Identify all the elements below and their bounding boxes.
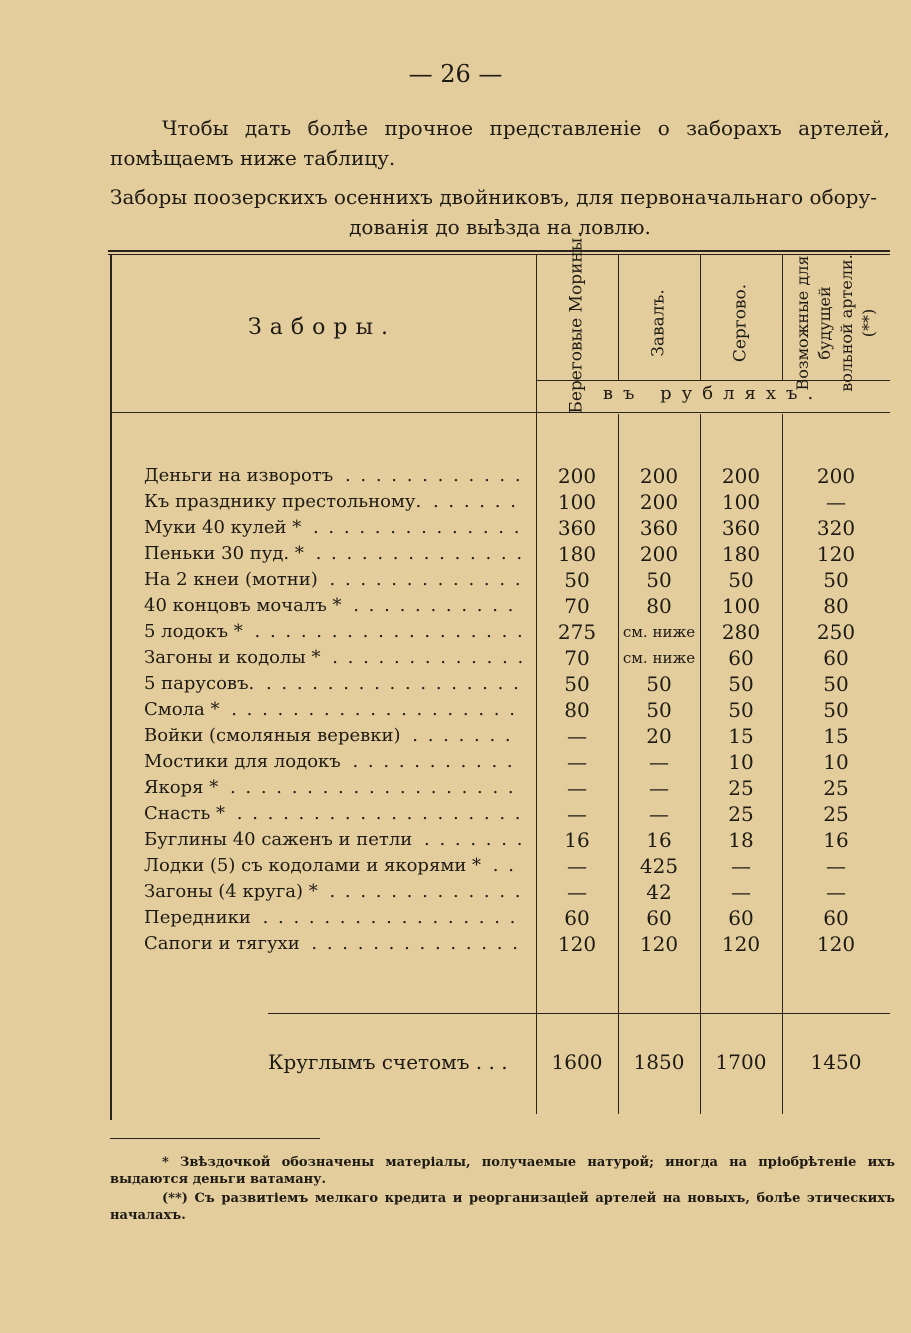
table-cell: 360 [721, 516, 761, 540]
table-cell: — [567, 802, 587, 826]
table-cell: 16 [823, 828, 849, 852]
total-cell: 1700 [715, 1050, 767, 1074]
row-label: Якоря * . . . [144, 775, 522, 801]
total-rule [268, 1013, 890, 1014]
table-cell: 200 [557, 464, 597, 488]
row-label: На 2 кнеи (мотни) . . . [144, 567, 522, 593]
row-label: Снасть * . . . [144, 801, 522, 827]
table-cell: — [731, 854, 751, 878]
row-label: Деньги на изворотъ . . . [144, 463, 522, 489]
table-cell: 50 [823, 672, 849, 696]
table-cell: 15 [823, 724, 849, 748]
table-cell: 120 [639, 932, 679, 956]
row-label: Пеньки 30 пуд. * . . . [144, 541, 522, 567]
table-cell: — [649, 802, 669, 826]
table-cell: — [826, 880, 846, 904]
table-cell: — [567, 880, 587, 904]
table-cell: 50 [646, 698, 672, 722]
table-left-border [110, 254, 112, 1120]
table-cell: 275 [557, 620, 597, 644]
intro-paragraph: Чтобы дать болѣе прочное представленіе о заборахъ артелей, помѣщаемъ ниже таблицу. [110, 116, 890, 170]
table-cell: 10 [823, 750, 849, 774]
row-label: Сапоги и тягухи . . . [144, 931, 522, 957]
row-label: 5 лодокъ * . . . [144, 619, 522, 645]
total-label: Круглымъ счетомъ . . . [268, 1050, 508, 1074]
table-cell: 120 [557, 932, 597, 956]
row-label: 40 концовъ мочалъ * . . . [144, 593, 522, 619]
table-cell: 100 [557, 490, 597, 514]
table-cell: см. ниже [622, 623, 696, 641]
total-cell: 1450 [810, 1050, 862, 1074]
table-cell: 180 [721, 542, 761, 566]
row-label: Муки 40 кулей * . . . [144, 515, 522, 541]
table-cell: 200 [639, 464, 679, 488]
table-cell: 16 [646, 828, 672, 852]
row-label: Загоны (4 круга) * . . . [144, 879, 522, 905]
row-label: Буглины 40 саженъ и петли . . . [144, 827, 522, 853]
table-cell: 25 [823, 802, 849, 826]
table-cell: — [649, 750, 669, 774]
row-label: Мостики для лодокъ . . . [144, 749, 522, 775]
table-cell: 50 [564, 568, 590, 592]
table-cell: 250 [816, 620, 856, 644]
table-cell: 50 [728, 568, 754, 592]
table-cell: 425 [639, 854, 679, 878]
table-cell: 70 [564, 646, 590, 670]
header-bottom-rule [112, 412, 890, 413]
col-header-berezhnye: Береговые Морины. [566, 232, 587, 414]
table-cell: 200 [816, 464, 856, 488]
footnote-double-asterisk: (**) Съ развитіемъ мелкаго кредита и реорганизаціей артелей на новыхъ, болѣе этическихъ началахъ. [110, 1191, 895, 1223]
table-cell: 60 [728, 646, 754, 670]
table-cell: 20 [646, 724, 672, 748]
table-cell: 10 [728, 750, 754, 774]
row-label: 5 парусовъ. . . . [144, 671, 522, 697]
col-header-sergovo: Сергово. [730, 283, 751, 363]
label-column-header: Заборы. [248, 315, 396, 340]
table-cell: 360 [557, 516, 597, 540]
table-cell: 60 [823, 906, 849, 930]
table-cell: — [731, 880, 751, 904]
table-caption [110, 182, 890, 242]
table-cell: 50 [823, 568, 849, 592]
table-cell: 50 [646, 568, 672, 592]
total-cell: 1600 [551, 1050, 603, 1074]
table-cell: 60 [564, 906, 590, 930]
table-cell: 320 [816, 516, 856, 540]
table-cell: 80 [823, 594, 849, 618]
table-cell: 80 [564, 698, 590, 722]
table-cell: 50 [646, 672, 672, 696]
table-cell: 200 [639, 542, 679, 566]
table-cell: 120 [816, 932, 856, 956]
page-number: — 26 — [408, 60, 503, 88]
table-cell: см. ниже [622, 649, 696, 667]
table-cell: — [826, 854, 846, 878]
table-cell: 200 [721, 464, 761, 488]
table-cell: 18 [728, 828, 754, 852]
table-cell: 80 [646, 594, 672, 618]
table-cell: 70 [564, 594, 590, 618]
row-label: Лодки (5) съ кодолами и якорями * . . . [144, 853, 522, 879]
table-cell: 50 [728, 672, 754, 696]
table-cell: — [567, 750, 587, 774]
footnote-rule [110, 1138, 320, 1139]
total-cell: 1850 [633, 1050, 685, 1074]
table-cell: 100 [721, 594, 761, 618]
table-cell: — [649, 776, 669, 800]
row-label: Передники . . . [144, 905, 522, 931]
table-cell: 200 [639, 490, 679, 514]
table-cell: — [567, 724, 587, 748]
row-label: Войки (смоляныя веревки) . . . [144, 723, 522, 749]
table-cell: 180 [557, 542, 597, 566]
table-cell: 25 [823, 776, 849, 800]
table-cell: 120 [816, 542, 856, 566]
row-label: Къ празднику престольному. . . . [144, 489, 522, 515]
table-cell: — [567, 854, 587, 878]
col-header-future-artel: Возможные для будущей вольной артели. (**) [793, 254, 878, 392]
row-label: Смола * . . . [144, 697, 522, 723]
table-cell: — [567, 776, 587, 800]
table-cell: 25 [728, 802, 754, 826]
table-cell: — [826, 490, 846, 514]
footnote-asterisk: * Звѣздочкой обозначены матеріалы, получаемые натурой; иногда на пріобрѣтеніе ихъ выдаются деньги ватаману. [110, 1155, 895, 1187]
table-cell: 50 [728, 698, 754, 722]
col-header-zaval: Завалъ. [648, 289, 669, 357]
table-cell: 100 [721, 490, 761, 514]
table-cell: 120 [721, 932, 761, 956]
table-cell: 50 [564, 672, 590, 696]
table-cell: 360 [639, 516, 679, 540]
unit-header: въ рубляхъ. [602, 383, 824, 404]
table-cell: 60 [646, 906, 672, 930]
expenses-table [108, 232, 890, 1120]
row-label: Загоны и кодолы * . . . [144, 645, 522, 671]
table-cell: 50 [823, 698, 849, 722]
table-cell: 25 [728, 776, 754, 800]
table-caption-line2: дованія до выѣзда на ловлю. [349, 215, 651, 239]
table-cell: 60 [823, 646, 849, 670]
table-cell: 42 [646, 880, 672, 904]
table-cell: 16 [564, 828, 590, 852]
table-caption-line1: Заборы поозерскихъ осеннихъ двойниковъ, для первоначальнаго обору- [110, 185, 878, 209]
table-cell: 15 [728, 724, 754, 748]
table-cell: 280 [721, 620, 761, 644]
table-cell: 60 [728, 906, 754, 930]
